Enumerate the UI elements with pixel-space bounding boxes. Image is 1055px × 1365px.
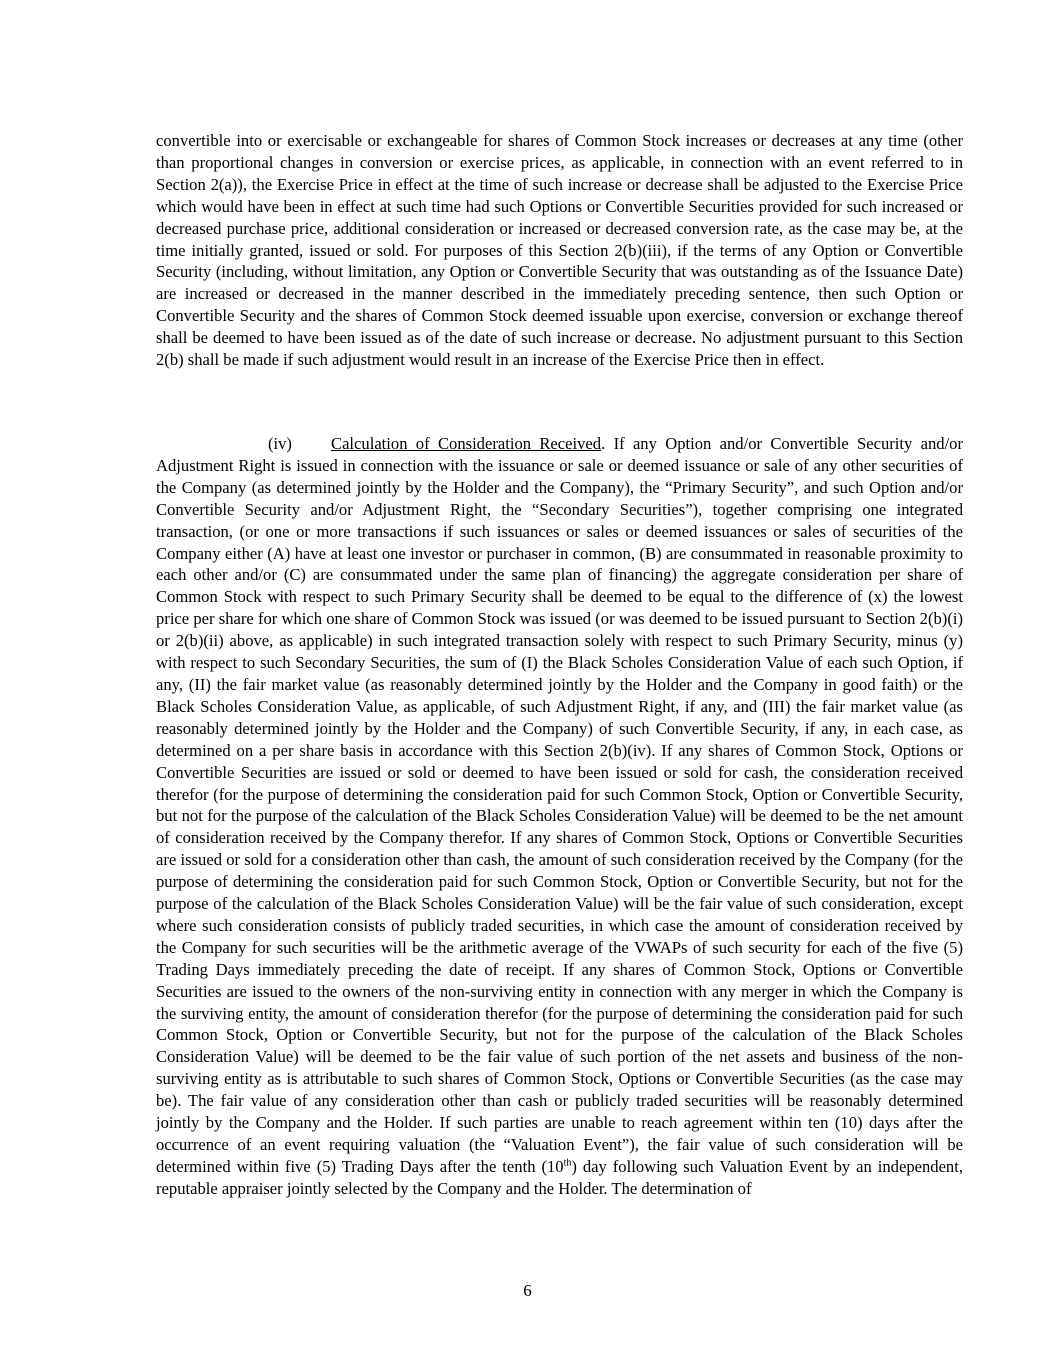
section-body: . If any Option and/or Convertible Security and/or Adjustment Right is issued in connection with the issuance or sale or deemed issuance or sale of any other securities of the Company (as determined jointly by the Holder and the Company), the “Primary Security”, and such Option and/or Convertible Security and/or Adjustment Right, the “Secondary Securities”), together comprising one integrated transaction, (or one or more transactions if such issuances or sales or deemed issuances or sales of securities of the Company either (A) have at least one investor or purchaser in common, (B) are consummated in reasonable proximity to each other and/or (C) are consummated under the same plan of financing) the aggregate consideration per share of Common Stock with respect to such Primary Security shall be deemed to be equal to the difference of (x) the lowest price per share for which one share of Common Stock was issued (or was deemed to be issued pursuant to Section 2(b)(i) or 2(b)(ii) above, as applicable) in such integrated transaction solely with respect to such Primary Security, minus (y) with respect to such Secondary Securities, the sum of (I) the Black Scholes Consideration Value of each such Option, if any, (II) the fair market value (as reasonably determined jointly by the Holder and the Company in good faith) or the Black Scholes Consideration Value, as applicable, of such Adjustment Right, if any, and (III) the fair market value (as reasonably determined jointly by the Holder and the Company) of such Convertible Security, if any, in each case, as determined on a per share basis in accordance with this Section 2(b)(iv). If any shares of Common Stock, Options or Convertible Securities are issued or sold or deemed to have been issued or sold for cash, the consideration received therefor (for the purpose of determining the consideration paid for such Common Stock, Option or Convertible Security, but not for the purpose of the calculation of the Black Scholes Consideration Value) will be deemed to be the net amount of consideration received by the Company therefor. If any shares of Common Stock, Options or Convertible Securities are issued or sold for a consideration other than cash, the amount of such consideration received by the Company (for the purpose of determining the consideration paid for such Common Stock, Option or Convertible Security, but not for the purpose of the calculation of the Black Scholes Consideration Value) will be the fair value of such consideration, except where such consideration consists of publicly traded securities, in which case the amount of consideration received by the Company for such securities will be the arithmetic average of the VWAPs of such security for each of the five (5) Trading Days immediately preceding the date of receipt. If any shares of Common Stock, Options or Convertible Securities are issued to the owners of the non-surviving entity in connection with any merger in which the Company is the surviving entity, the amount of consideration therefor (for the purpose of determining the consideration paid for such Common Stock, Option or Convertible Security, but not for the purpose of the calculation of the Black Scholes Consideration Value) will be deemed to be the fair value of such portion of the net assets and business of the non-surviving entity as is attributable to such shares of Common Stock, Options or Convertible Securities (as the case may be). The fair value of any consideration other than cash or publicly traded securities will be reasonably determined jointly by the Company and the Holder. If such parties are unable to reach agreement within ten (10) days after the occurrence of an event requiring valuation (the “Valuation Event”), the fair value of such consideration will be determined within five (5) Trading Days after the tenth (10 bbox=[156, 434, 964, 1176]
paragraph-section-iv bbox=[156, 433, 963, 1200]
section-body-end: ) day following such Valuation Event by an independent, reputable appraiser jointly selected by the Company and the Holder. The determination of bbox=[156, 1156, 963, 1198]
paragraph-continuation: convertible into or exercisable or exchangeable for shares of Common Stock increases or decreases at any time (other than proportional changes in conversion or exercise prices, as applicable, in connection with an event referred to in Section 2(a)), the Exercise Price in effect at the time of such increase or decrease shall be adjusted to the Exercise Price which would have been in effect at such time had such Options or Convertible Securities provided for such increased or decreased purchase price, additional consideration or increased or decreased conversion rate, as the case may be, at the time initially granted, issued or sold. For purposes of this Section 2(b)(iii), if the terms of any Option or Convertible Security (including, without limitation, any Option or Convertible Security that was outstanding as of the Issuance Date) are increased or decreased in the manner described in the immediately preceding sentence, then such Option or Convertible Security and the shares of Common Stock deemed issuable upon exercise, conversion or exchange thereof shall be deemed to have been issued as of the date of such increase or decrease. No adjustment pursuant to this Section 2(b) shall be made if such adjustment would result in an increase of the Exercise Price then in effect. bbox=[156, 131, 963, 370]
section-heading: Calculation of Consideration Received bbox=[331, 434, 602, 453]
ordinal-superscript: th bbox=[563, 1157, 572, 1169]
section-number: (iv) bbox=[268, 434, 292, 453]
page-number: 6 bbox=[523, 1281, 532, 1300]
